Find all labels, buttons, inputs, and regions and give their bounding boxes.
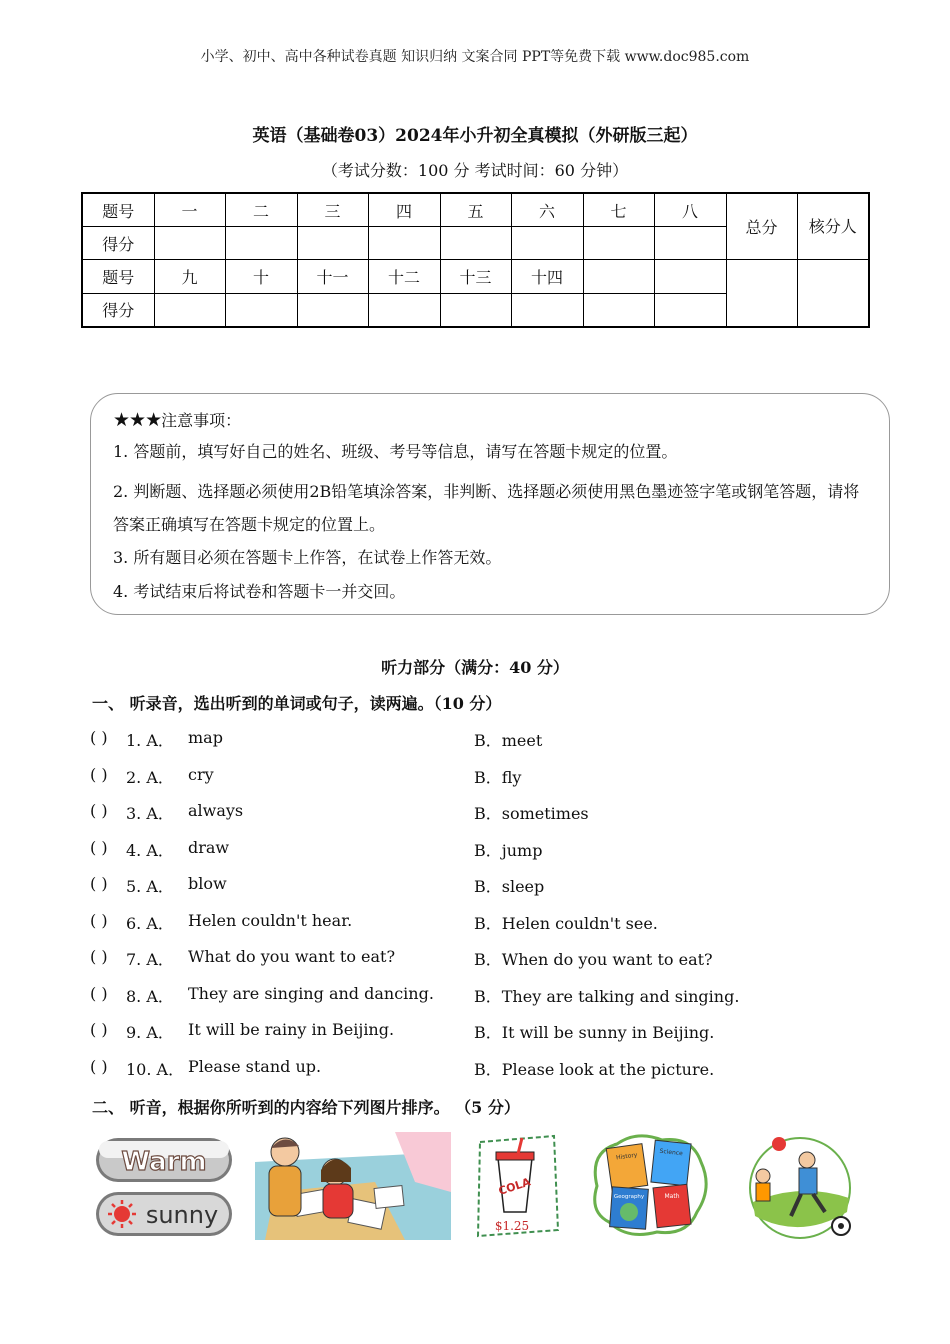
score-cell[interactable]: [225, 293, 297, 327]
answer-blank[interactable]: ( ): [90, 874, 108, 893]
question-number: 4. A．: [126, 841, 174, 860]
question-number: 2. A．: [126, 768, 174, 787]
notice-item: 2. 判断题、选择题必须使用2B铅笔填涂答案，非判断、选择题必须使用黑色墨迹签字笔或钢笔答题，请将答案正确填写在答题卡规定的位置上。: [113, 482, 860, 534]
question-row: [90, 947, 850, 971]
option-b: B．sleep: [474, 877, 545, 896]
answer-blank[interactable]: ( ): [90, 838, 108, 857]
option-a: What do you want to eat?: [188, 947, 396, 966]
option-a: cry: [188, 765, 214, 784]
notice-header: [113, 408, 867, 431]
part1-heading: 一、 听录音，选出听到的单词或句子，读两遍。（10 分）: [92, 694, 502, 713]
score-cell[interactable]: [583, 293, 654, 327]
exam-subtitle: （考试分数：100 分 考试时间：60 分钟）: [321, 161, 629, 180]
question-number-cell: 十三: [440, 260, 511, 293]
question-number-cell: 六: [511, 193, 583, 227]
question-number-cell: 十一: [297, 260, 368, 293]
question-number-cell: 七: [583, 193, 654, 227]
site-banner: 小学、初中、高中各种试卷真题 知识归纳 文案合同 PPT等免费下载 www.doc985.com: [200, 49, 750, 65]
option-b: B．It will be sunny in Beijing.: [474, 1023, 715, 1042]
question-number-cell: 三: [297, 193, 368, 227]
score-cell[interactable]: [297, 227, 368, 260]
answer-blank[interactable]: ( ): [90, 984, 108, 1003]
score-cell[interactable]: [511, 293, 583, 327]
warm-sunny-picture: [92, 1132, 238, 1240]
children-drawing-picture: [255, 1132, 451, 1240]
question-number: 6. A．: [126, 914, 174, 933]
option-b: B．fly: [474, 768, 522, 787]
question-number-cell: 八: [654, 193, 726, 227]
cola-label: COLA: [496, 1175, 533, 1198]
question-number-cell: 五: [440, 193, 511, 227]
option-a: draw: [188, 838, 230, 857]
question-number: 3. A．: [126, 804, 174, 823]
sunny-label: sunny: [145, 1201, 219, 1229]
notice-item: 3. 所有题目必须在答题卡上作答，在试卷上作答无效。: [113, 548, 502, 567]
score-cell[interactable]: [368, 227, 440, 260]
score-cell[interactable]: [511, 227, 583, 260]
score-cell[interactable]: [440, 293, 511, 327]
book-title: Math: [664, 1193, 680, 1200]
answer-blank[interactable]: ( ): [90, 765, 108, 784]
option-a: They are singing and dancing.: [188, 984, 434, 1003]
question-row: [90, 1057, 850, 1081]
reviewer-label: 核分人: [797, 193, 869, 260]
price-label: $1.25: [494, 1219, 530, 1233]
question-row: [90, 728, 850, 752]
empty-cell: [583, 260, 654, 293]
question-number: 9. A．: [126, 1023, 174, 1042]
book-title: Science: [659, 1147, 684, 1158]
score-cell[interactable]: [297, 293, 368, 327]
question-number-cell: 十四: [511, 260, 583, 293]
option-a: blow: [188, 874, 227, 893]
score-cell[interactable]: [654, 293, 726, 327]
part2-heading: 二、 听音，根据你所听到的内容给下列图片排序。 （5 分）: [92, 1098, 520, 1117]
book-title: Geography: [613, 1194, 645, 1200]
question-row: [90, 911, 850, 935]
question-number-cell: 九: [154, 260, 225, 293]
answer-blank[interactable]: ( ): [90, 801, 108, 820]
question-number: 5. A．: [126, 877, 174, 896]
sun-icon: [772, 1137, 786, 1151]
exam-title: 英语（基础卷03）2024年小升初全真模拟（外研版三起）: [252, 126, 698, 146]
total-label: 总分: [726, 193, 797, 260]
notice-box: [90, 393, 890, 615]
notice-heading: 注意事项：: [161, 411, 242, 430]
question-number-cell: 十: [225, 260, 297, 293]
reviewer-cell[interactable]: [797, 260, 869, 327]
option-b: B．sometimes: [474, 804, 589, 823]
books-picture: [587, 1132, 713, 1240]
option-a: always: [188, 801, 244, 820]
row-label-score: 得分: [82, 293, 154, 327]
question-row: [90, 838, 850, 862]
row-label-score: 得分: [82, 227, 154, 260]
empty-cell: [654, 260, 726, 293]
answer-blank[interactable]: ( ): [90, 947, 108, 966]
answer-blank[interactable]: ( ): [90, 1020, 108, 1039]
question-row: [90, 1020, 850, 1044]
option-b: B．meet: [474, 731, 543, 750]
option-a: map: [188, 728, 223, 747]
question-row: [90, 765, 850, 789]
sun-icon: [114, 1206, 130, 1222]
picture-row: [90, 1132, 860, 1242]
listening-section-heading: 听力部分（满分：40 分）: [381, 658, 569, 677]
option-a: It will be rainy in Beijing.: [188, 1020, 395, 1039]
answer-blank[interactable]: ( ): [90, 911, 108, 930]
total-score-cell[interactable]: [726, 260, 797, 327]
warm-label: Warm: [121, 1147, 207, 1177]
question-number-cell: 二: [225, 193, 297, 227]
question-number-cell: 十二: [368, 260, 440, 293]
option-b: B．They are talking and singing.: [474, 987, 740, 1006]
question-number: 10. A．: [126, 1060, 185, 1079]
notice-item: 4. 考试结束后将试卷和答题卡一并交回。: [113, 582, 406, 601]
question-row: [90, 984, 850, 1008]
score-cell[interactable]: [440, 227, 511, 260]
question-number-cell: 一: [154, 193, 225, 227]
answer-blank[interactable]: ( ): [90, 1057, 108, 1076]
score-cell[interactable]: [368, 293, 440, 327]
option-b: B．Please look at the picture.: [474, 1060, 715, 1079]
question-number: 1. A．: [126, 731, 174, 750]
option-b: B．When do you want to eat?: [474, 950, 713, 969]
score-cell[interactable]: [154, 293, 225, 327]
score-cell[interactable]: [225, 227, 297, 260]
answer-blank[interactable]: ( ): [90, 728, 108, 747]
row-label-number: 题号: [82, 193, 154, 227]
score-cell[interactable]: [654, 227, 726, 260]
score-cell[interactable]: [583, 227, 654, 260]
option-b: B．jump: [474, 841, 543, 860]
star-icon: ★★★: [113, 409, 162, 431]
cola-picture: [472, 1132, 562, 1240]
question-number-cell: 四: [368, 193, 440, 227]
book-title: History: [615, 1151, 638, 1162]
question-row: [90, 801, 850, 825]
option-a: Please stand up.: [188, 1057, 322, 1076]
question-number: 8. A．: [126, 987, 174, 1006]
question-number: 7. A．: [126, 950, 174, 969]
option-b: B．Helen couldn't see.: [474, 914, 658, 933]
row-label-number: 题号: [82, 260, 154, 293]
playing-outdoors-picture: [741, 1132, 859, 1240]
score-table: [81, 192, 870, 328]
score-cell[interactable]: [154, 227, 225, 260]
option-a: Helen couldn't hear.: [188, 911, 353, 930]
notice-item: 1. 答题前，填写好自己的姓名、班级、考号等信息，请写在答题卡规定的位置。: [113, 442, 678, 461]
question-row: [90, 874, 850, 898]
